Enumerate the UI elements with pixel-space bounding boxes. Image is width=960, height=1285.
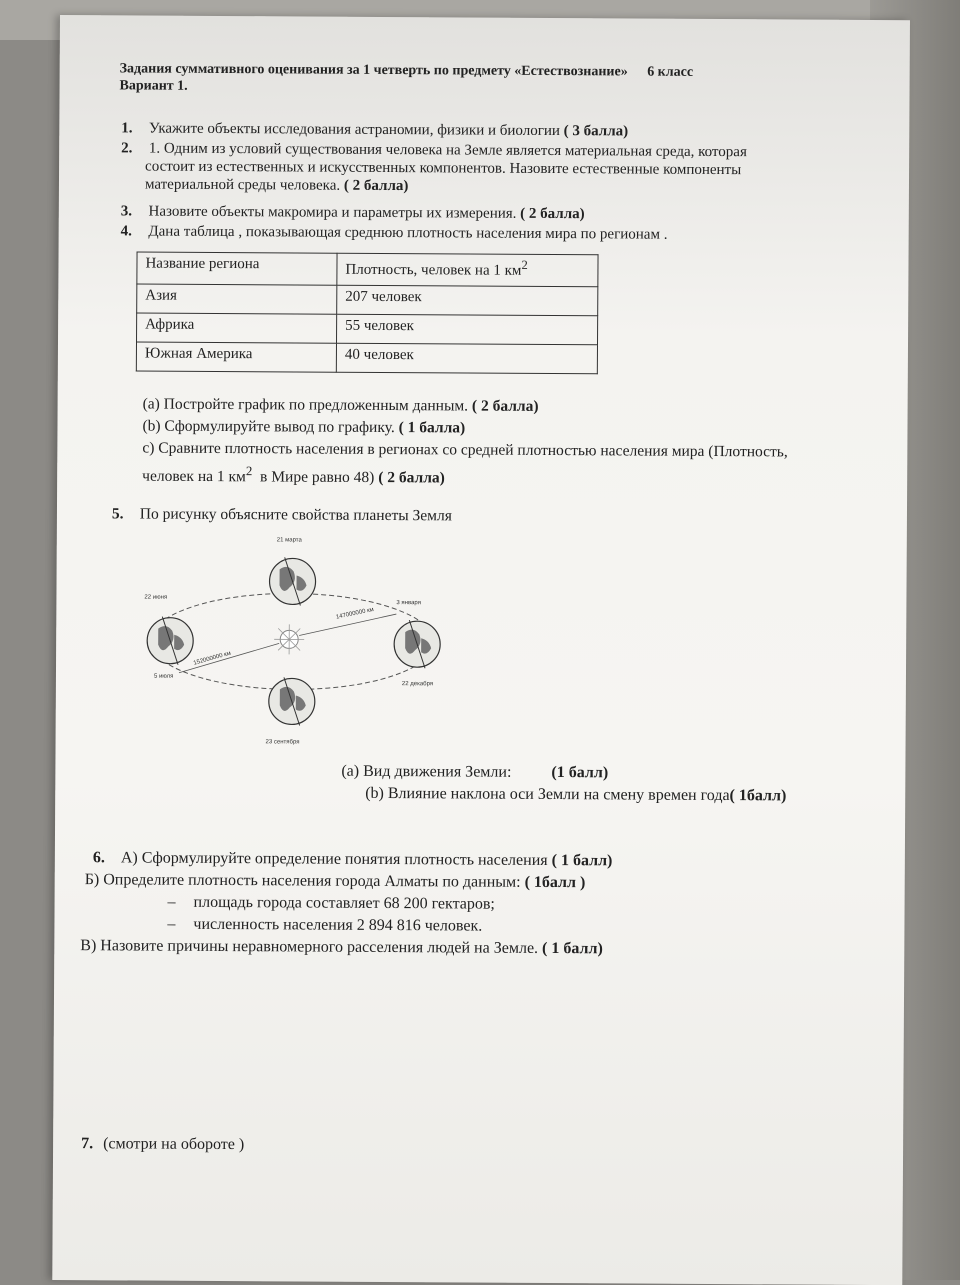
question-6a-score: ( 1 балл): [552, 852, 613, 869]
task-4a-score: ( 2 балла): [472, 398, 539, 415]
task-5a: [341, 761, 608, 785]
question-2-line3: материальной среды человека.: [145, 177, 340, 194]
label-distance-near: 152000000 км: [193, 651, 232, 667]
question-6-number: 6.: [93, 847, 117, 869]
task-4c-line2: [142, 460, 882, 493]
label-september: 23 сентября: [266, 739, 300, 745]
earth-globe-icon: [147, 617, 193, 665]
task-4c-pre: человек на 1 км: [142, 468, 246, 486]
question-6b-text: Б) Определите плотность населения города Алматы по данным:: [85, 871, 521, 891]
table-row: [137, 313, 598, 345]
question-4-number: 4.: [121, 222, 145, 240]
question-4: [121, 222, 668, 243]
page-title: [120, 60, 820, 98]
table-header-row: [137, 252, 598, 287]
question-2-score: ( 2 балла): [344, 178, 409, 194]
task-5b-score: ( 1балл): [730, 787, 787, 804]
label-december: 22 декабря: [402, 681, 433, 687]
question-5-number: 5.: [112, 503, 136, 525]
label-january: 3 января: [396, 600, 421, 606]
earth-globe-icon: [394, 620, 440, 668]
task-4c-line1: с) Сравните плотность населения в регионах со средней плотностью населения мира (Плотность,: [142, 438, 882, 465]
exam-sheet: [52, 15, 910, 1285]
table-header-density-sup: 2: [521, 258, 527, 272]
question-3-text: Назовите объекты макромира и параметры их измерения.: [149, 204, 517, 222]
table-cell-region: Африка: [137, 313, 337, 343]
task-4b-score: ( 1 балла): [399, 419, 466, 436]
question-6c-text: В) Назовите причины неравномерного расселения людей на Земле.: [80, 937, 538, 957]
variant-text: Вариант 1.: [120, 78, 188, 93]
table-header-region: Название региона: [137, 252, 337, 285]
question-3-number: 3.: [121, 202, 145, 220]
earth-globe-icon: [269, 677, 315, 725]
question-3-score: ( 2 балла): [520, 206, 585, 222]
task-5b-text: (b) Влияние наклона оси Земли на смену времен года: [365, 785, 729, 804]
earth-orbit-figure: [134, 530, 455, 747]
task-5a-text: (а) Вид движения Земли:: [341, 763, 511, 781]
sun-icon: [274, 624, 304, 654]
task-5a-score: (1 балл): [551, 764, 608, 781]
task-4c-post: в Мире равно 48): [252, 468, 374, 486]
label-distance-far: 147000000 км: [336, 607, 375, 621]
table-header-density-text: Плотность, человек на 1 км: [345, 262, 521, 279]
table-cell-density: 40 человек: [336, 343, 597, 374]
question-1: [121, 119, 628, 140]
question-7-text: (смотри на обороте ): [103, 1135, 244, 1153]
bullet-1-text: площадь города составляет 68 200 гектаров;: [194, 894, 495, 913]
density-table: [136, 251, 599, 374]
question-2: [121, 139, 841, 197]
question-6c: [80, 935, 603, 960]
table-cell-density: 55 человек: [337, 314, 598, 345]
dash-icon: –: [168, 894, 176, 911]
question-4-text: Дана таблица , показывающая среднюю плотность населения мира по регионам .: [148, 224, 667, 243]
question-6a: [93, 847, 613, 872]
question-5: [112, 503, 452, 527]
task-4a-text: (а) Постройте график по предложенным данным.: [143, 396, 469, 415]
question-6c-score: ( 1 балл): [542, 940, 603, 957]
question-7: [81, 1133, 244, 1156]
question-6b-bullet-2: [167, 914, 482, 938]
table-row: [136, 342, 597, 374]
question-2-line1: 1. Одним из условий существования человека на Земле является материальная среда, которая: [149, 141, 747, 161]
label-july: 5 июля: [154, 674, 174, 680]
question-3: [121, 202, 585, 223]
title-text: Задания суммативного оценивания за 1 четверть по предмету «Естествознание»: [120, 61, 628, 79]
question-1-score: ( 3 балла): [564, 123, 629, 139]
question-4-tasks: [142, 394, 883, 493]
task-4b-text: (b) Сформулируйте вывод по графику.: [142, 418, 394, 437]
question-1-number: 1.: [121, 119, 145, 137]
table-cell-region: Южная Америка: [136, 342, 336, 372]
task-4c-sup: 2: [246, 463, 253, 478]
question-1-text: Укажите объекты исследования астраномии, физики и биологии: [149, 121, 560, 140]
table-cell-density: 207 человек: [337, 285, 598, 316]
question-5-text: По рисунку объясните свойства планеты Земля: [140, 505, 452, 524]
question-6b-score: ( 1балл ): [525, 874, 586, 891]
table-row: [137, 284, 598, 316]
question-7-number: 7.: [81, 1135, 93, 1152]
task-5b: [365, 783, 786, 808]
distance-line-near: [179, 643, 279, 674]
question-6b: [85, 869, 586, 894]
grade-text: 6 класс: [647, 65, 693, 80]
task-4c-score: ( 2 балла): [378, 469, 445, 486]
question-6a-text: А) Сформулируйте определение понятия плотность населения: [121, 849, 548, 869]
question-6b-bullet-1: [168, 892, 495, 916]
table-header-density: [337, 253, 598, 287]
question-2-number: 2.: [121, 139, 145, 157]
label-march: 21 марта: [277, 537, 303, 543]
label-june: 22 июня: [144, 595, 167, 601]
dash-icon: –: [167, 916, 175, 933]
question-2-line2: состоит из естественных и искусственных компонентов. Назовите естественные компоненты: [145, 159, 741, 179]
earth-globe-icon: [269, 557, 315, 605]
table-cell-region: Азия: [137, 284, 337, 314]
bullet-2-text: численность населения 2 894 816 человек.: [193, 916, 482, 935]
